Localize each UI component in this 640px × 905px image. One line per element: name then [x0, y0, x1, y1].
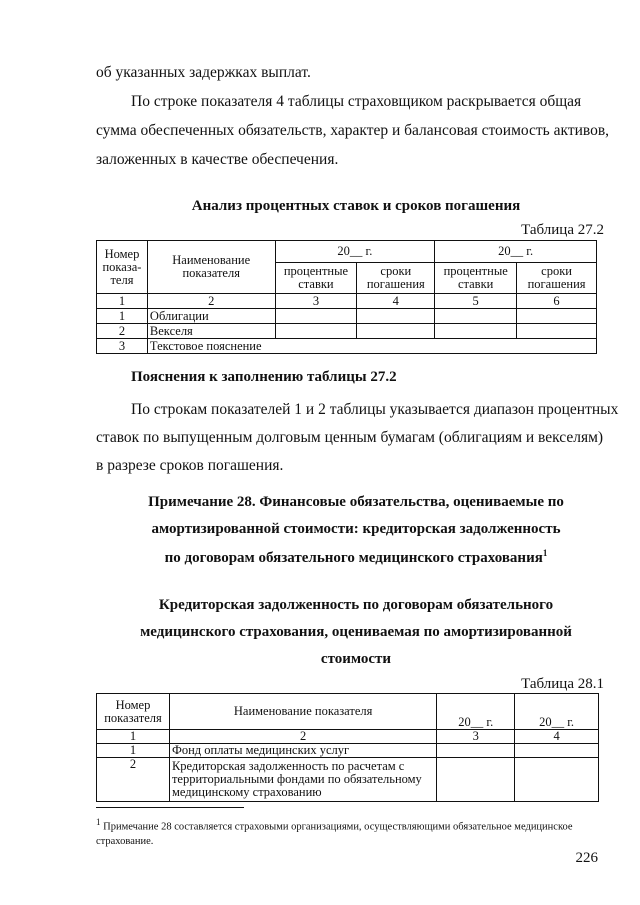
header-cell-year: 20__ г. — [435, 241, 597, 263]
header-cell: Наименование показателя — [147, 241, 275, 294]
empty-cell — [435, 324, 517, 339]
table-row — [97, 324, 597, 339]
row-number: 3 — [97, 339, 148, 354]
row-name: Кредиторская задолженность по расчетам с территориальными фондами по обязательному медицинскому страхованию — [169, 758, 436, 802]
paragraph-line: заложенных в качестве обеспечения. — [96, 151, 339, 168]
footnote — [96, 815, 606, 849]
column-number: 2 — [169, 730, 436, 744]
empty-cell — [435, 309, 517, 324]
row-name: Облигации — [147, 309, 275, 324]
paragraph-line: ставок по выпущенным долговым ценным бумагам (облигациям и векселям) — [96, 429, 604, 446]
column-number: 1 — [97, 730, 170, 744]
footnote-text: страхование. — [96, 835, 154, 847]
note-heading-line: по договорам обязательного медицинского страхования$^1$ — [164, 548, 548, 566]
header-cell: сроки погашения — [357, 263, 435, 294]
empty-cell — [275, 309, 357, 324]
table-27-2 — [96, 240, 597, 354]
table-row — [97, 744, 599, 758]
row-number: 2 — [97, 324, 148, 339]
note-heading-line: Примечание 28. Финансовые обязательства, оцениваемые по — [148, 494, 564, 510]
table-row — [97, 339, 597, 354]
column-number: 5 — [435, 294, 517, 309]
row-number: 2 — [97, 758, 170, 802]
header-cell: процентные ставки — [275, 263, 357, 294]
section-heading-line: стоимости — [320, 651, 392, 667]
section-heading: Анализ процентных ставок и сроков погашения — [191, 198, 521, 214]
header-cell-year: 20__ г. — [515, 694, 599, 730]
table-label: Таблица 27.2 — [521, 222, 604, 238]
empty-cell — [517, 324, 597, 339]
paragraph-line: сумма обеспеченных обязательств, характер и балансовая стоимость активов, — [96, 122, 610, 139]
table-label: Таблица 28.1 — [521, 676, 604, 692]
column-number: 4 — [357, 294, 435, 309]
table-row — [97, 309, 597, 324]
row-name: Фонд оплаты медицинских услуг — [169, 744, 436, 758]
column-number: 4 — [515, 730, 599, 744]
paragraph-line: По строкам показателей 1 и 2 таблицы указывается диапазон процентных — [131, 401, 619, 418]
column-number: 1 — [97, 294, 148, 309]
paragraph-line: в разрезе сроков погашения. — [96, 457, 284, 474]
empty-cell — [437, 744, 515, 758]
section-heading-line: Кредиторская задолженность по договорам обязательного — [158, 597, 554, 613]
header-cell: Наименование показателя — [169, 694, 436, 730]
empty-cell — [357, 309, 435, 324]
explanation-heading: Пояснения к заполнению таблицы 27.2 — [131, 369, 397, 385]
empty-cell — [515, 744, 599, 758]
empty-cell — [357, 324, 435, 339]
header-cell: Номер показателя — [97, 694, 170, 730]
empty-cell — [515, 758, 599, 802]
column-number: 3 — [437, 730, 515, 744]
column-number: 3 — [275, 294, 357, 309]
row-number: 1 — [97, 309, 148, 324]
row-name: Векселя — [147, 324, 275, 339]
header-cell-year: 20__ г. — [437, 694, 515, 730]
footnote-text: Примечание 28 составляется страховыми организациями, осуществляющими обязательное медицинское — [103, 821, 573, 833]
empty-cell — [275, 324, 357, 339]
header-cell-year: 20__ г. — [275, 241, 435, 263]
page-number: 226 — [575, 850, 598, 866]
empty-cell — [517, 309, 597, 324]
footnote-number: 1 — [96, 817, 101, 827]
column-number: 6 — [517, 294, 597, 309]
section-heading-line: медицинского страхования, оцениваемая по амортизированной — [140, 624, 572, 640]
table-28-1 — [96, 693, 599, 802]
row-name: Текстовое пояснение — [147, 339, 596, 354]
header-cell: сроки погашения — [517, 263, 597, 294]
header-cell: Номер показа-теля — [97, 241, 148, 294]
footnote-marker: 1 — [542, 548, 548, 558]
note-heading-line: амортизированной стоимости: кредиторская задолженность — [151, 521, 561, 537]
row-number: 1 — [97, 744, 170, 758]
table-row — [97, 758, 599, 802]
header-cell: процентные ставки — [435, 263, 517, 294]
paragraph-line: По строке показателя 4 таблицы страховщиком раскрывается общая — [131, 93, 582, 110]
column-number: 2 — [147, 294, 275, 309]
empty-cell — [437, 758, 515, 802]
footnote-rule — [96, 807, 244, 808]
paragraph-line: об указанных задержках выплат. — [96, 64, 311, 81]
